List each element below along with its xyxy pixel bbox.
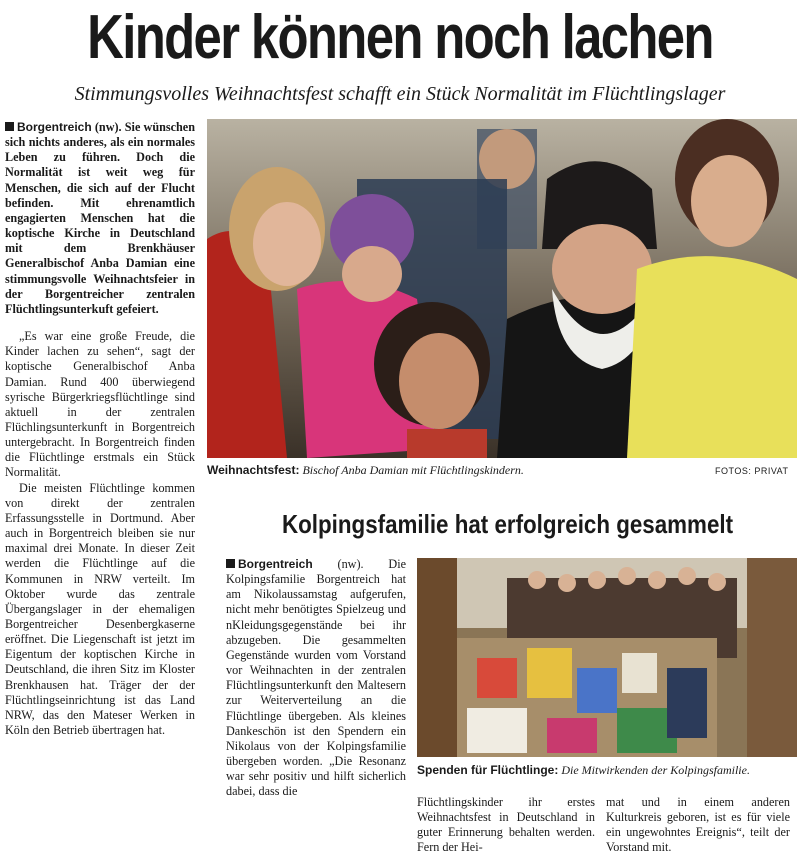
photo-1-caption — [207, 463, 524, 478]
photo-image — [417, 558, 797, 757]
dateline-city: Borgentreich — [17, 120, 92, 134]
photo-2-caption — [417, 763, 750, 778]
article-2-body: mat und in einem anderen Kulturkreis geboren, ist es für viele ein ungewohntes Ereignis“, teilt der Vorstand mit. — [606, 795, 790, 855]
article-1-paragraph: „Es war eine große Freude, die Kinder lachen zu sehen“, sagt der koptische Generalbischof Anba Damian. Rund 400 überwiegend syrische Bürgerkriegsflüchtlinge sind aktuell in der zentralen Flüchlingsunterkunft in Borgentreich untergebracht. In Borgentreich finden die Flüchtlinge erstmals ein Stück Normalität. — [5, 329, 195, 480]
caption-text: Die Mitwirkenden der Kolpingsfamilie. — [561, 763, 750, 777]
caption-label: Spenden für Flüchtlinge: — [417, 763, 559, 777]
dateline-city: Borgentreich — [238, 557, 313, 571]
photo-image — [207, 119, 797, 458]
section-marker-icon — [226, 559, 235, 568]
photo-kolping-donations — [417, 558, 797, 757]
article-2-column — [417, 795, 595, 856]
caption-label: Weihnachtsfest: — [207, 463, 300, 477]
article-2-column — [226, 557, 406, 800]
article-1-column — [5, 120, 195, 738]
lead-text: (nw). Sie wünschen sich nichts anderes, als ein normales Leben zu führen. Doch die Normalität ist weit weg für Menschen, die sich auf der Flucht befinden. Mit ehrenamtlich engagierten Menschen hat die koptische Kirche in Deutschland mit dem Brenkhäuser Generalbischof Anba Damian eine stimmungsvolle Weihnachtsfeier in der Borgentreicher zentralen Flüchtlingsunterkuft gefeiert. — [5, 120, 195, 316]
article-2-body: Flüchtlingskinder ihr erstes Weihnachtsfest in Deutschland in guter Erinnerung behalten werden. Fern der Hei- — [417, 795, 595, 855]
photo-credit: FOTOS: PRIVAT — [715, 466, 789, 476]
article-1-lead — [5, 120, 195, 317]
photo-christmas-celebration — [207, 119, 797, 458]
caption-text: Bischof Anba Damian mit Flüchtlingskindern. — [302, 463, 524, 477]
article-2-body: (nw). Die Kolpingsfamilie Borgentreich hat am Nikolaussamstag aufgerufen, nicht mehr benötigtes Spielzeug und nKleidungsgegenstände bei ihr abzugeben. Die gesammelten Gegenstände wurden vom Vorstand vor Weihnachten in der zentralen Flüchtlingsunterkunft den Maltesern zur Weiterverteilung an die Flüchtlinge übergeben. Als kleines Dankeschön ist den Spendern ein Nikolaus von der Kolpingsfamilie übergeben worden. „Die Resonanz war sehr positiv und hilft sicherlich dabei, dass die — [226, 557, 406, 799]
subtitle: Stimmungsvolles Weihnachtsfest schafft ein Stück Normalität im Flüchtlingslager — [74, 83, 726, 105]
article-2-column — [606, 795, 790, 856]
article-2-headline: Kolpingsfamilie hat erfolgreich gesammelt — [282, 509, 734, 539]
headline: Kinder können noch lachen — [87, 3, 713, 72]
section-marker-icon — [5, 122, 14, 131]
article-1-paragraph: Die meisten Flüchtlinge kommen von direkt der zentralen Erfassungsstelle in Dortmund. Aber auch in Borgentreich bleiben sie nur maximal drei Monate. In dieser Zeit werden die Flüchtlinge auf die Kommunen in NRW verteilt. Im Oktober wurde das zentrale Übergangslager in der ehemaligen Borgentreicher Desenbergkaserne eröffnet. Die Liegenschaft ist jetzt im Eigentum der koptischen Kirche in Deutschland, die ihren Sitz im Kloster Brenkhausen hat. Träger der der Flüchtlingseinrichtung ist das Land NRW, das den Mateser Werken in Köln den Betrieb übertragen hat. — [5, 480, 195, 738]
